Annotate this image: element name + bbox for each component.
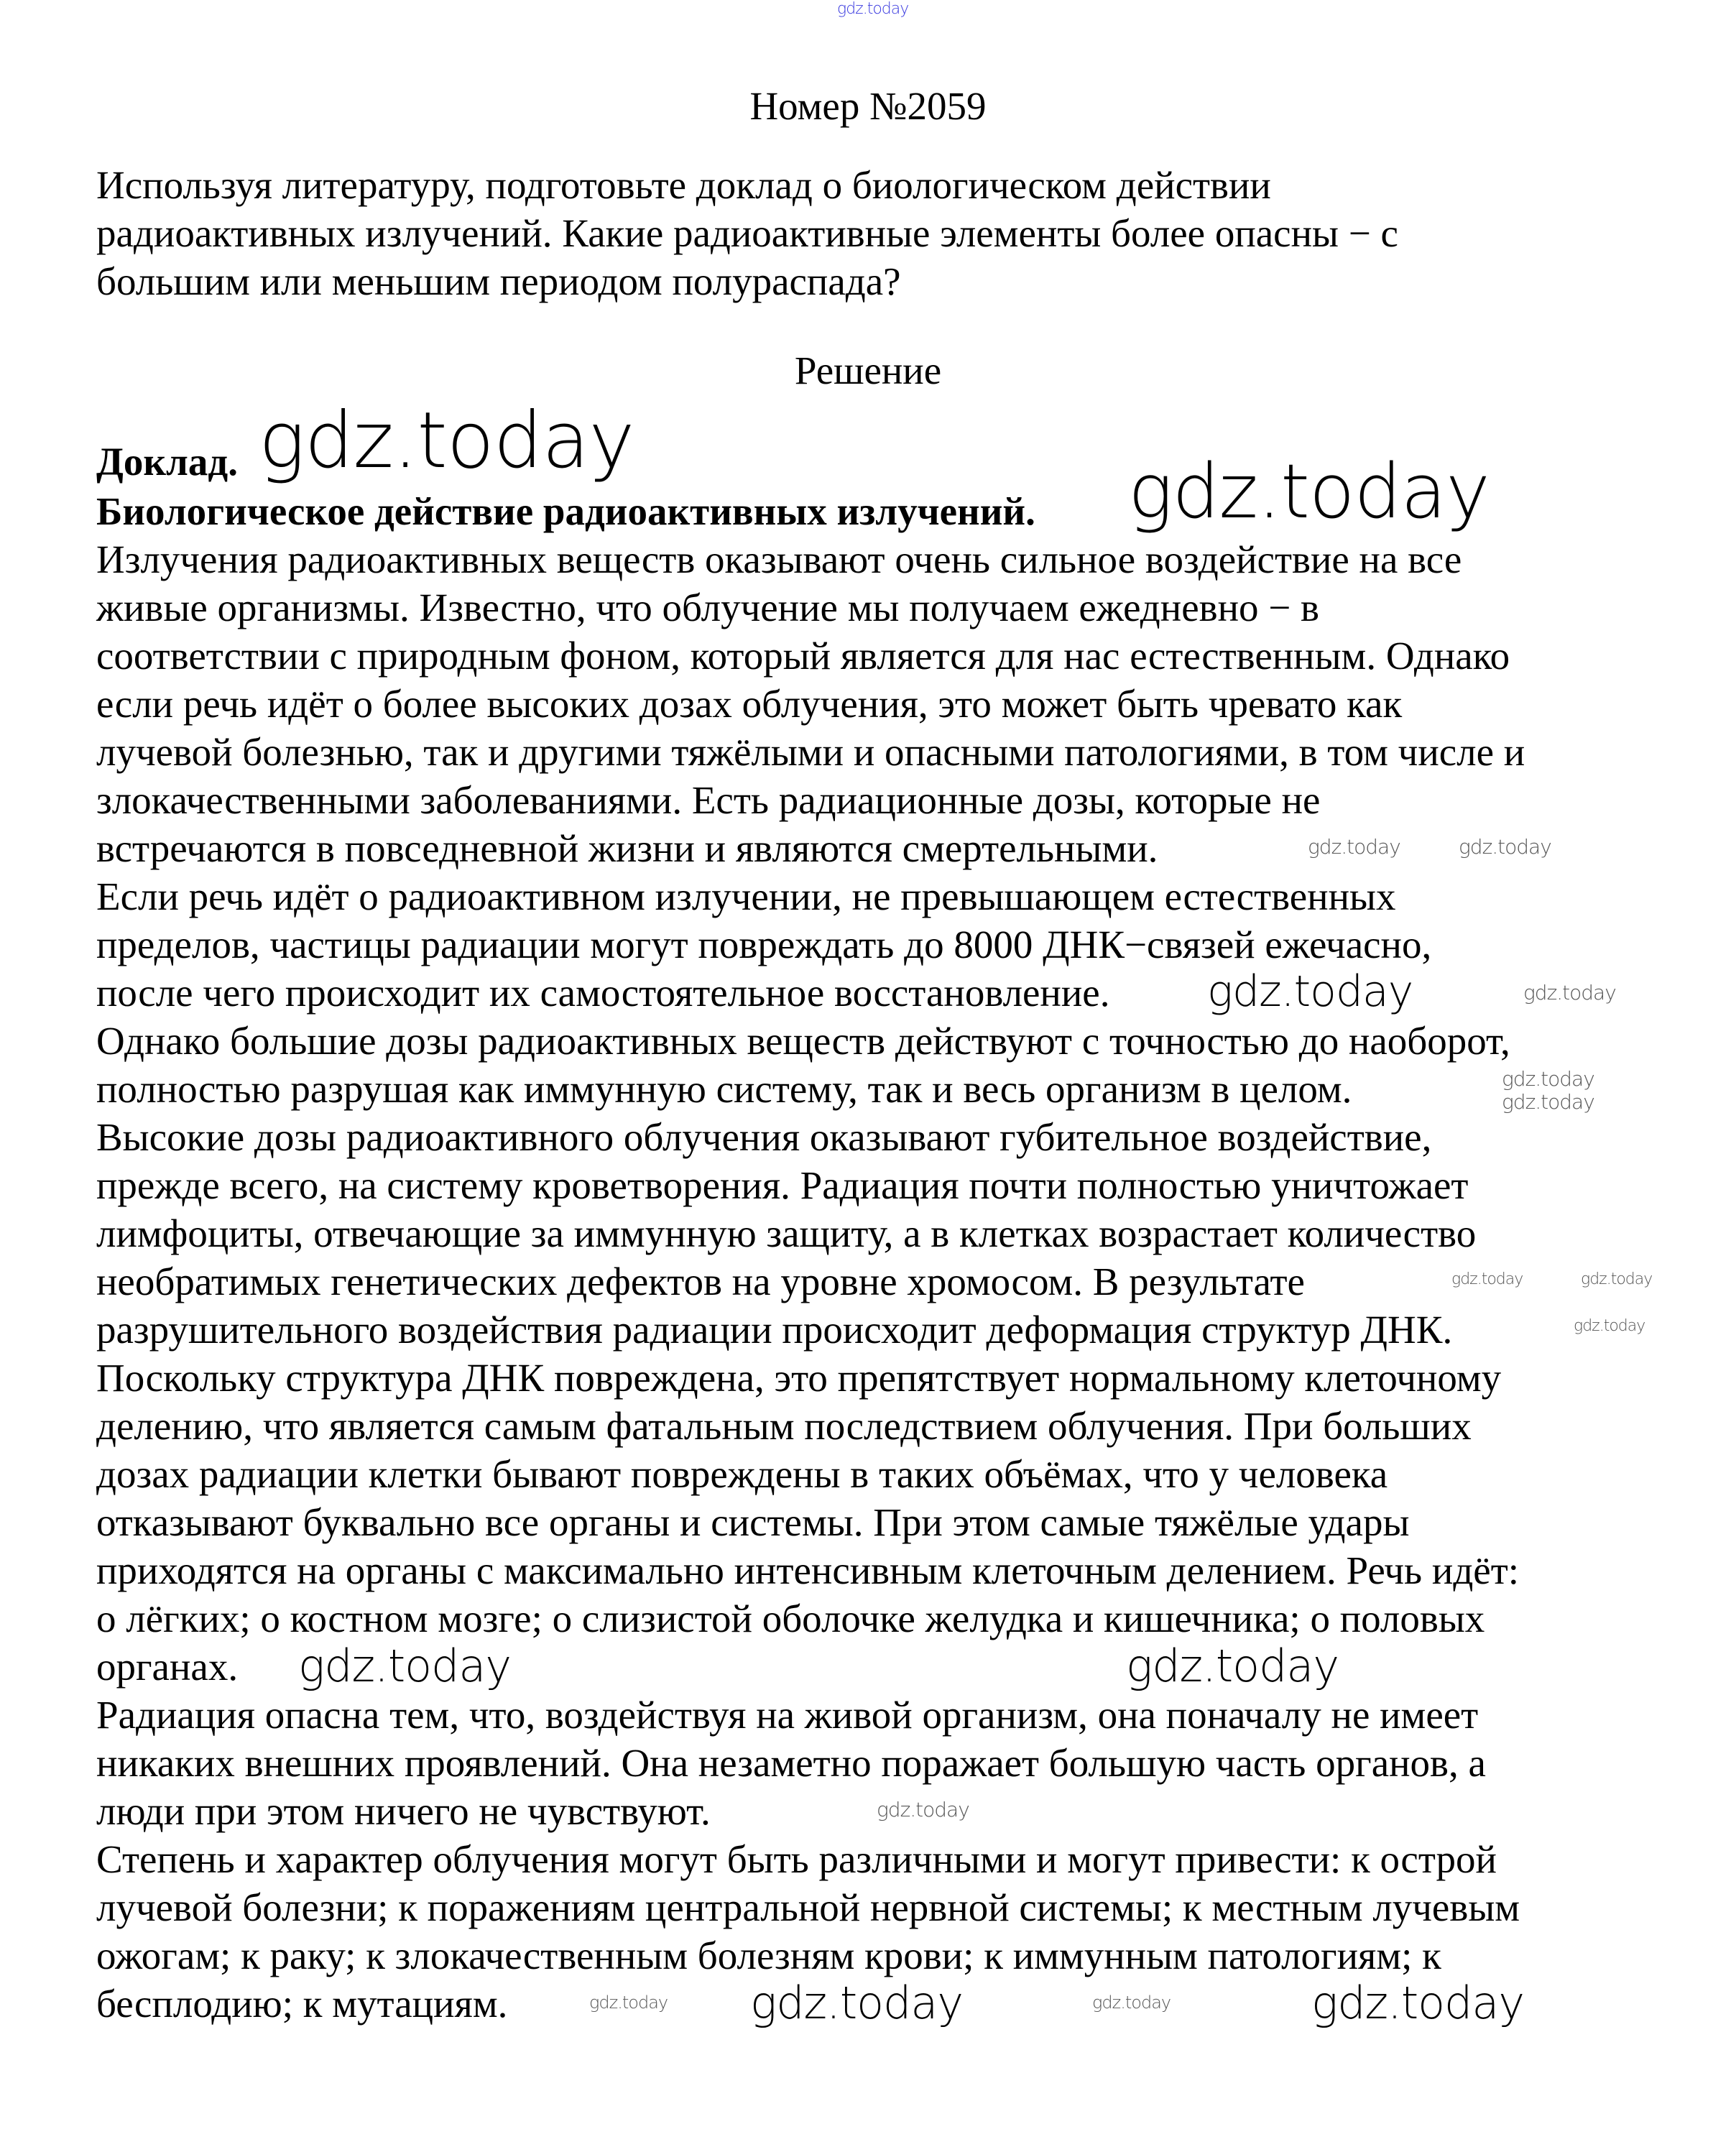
report-label: Доклад. — [96, 440, 238, 484]
question-line: большим или меньшим периодом полураспада? — [96, 259, 901, 303]
report-line: лучевой болезни; к поражениям центральной нервной системы; к местным лучевым — [96, 1885, 1520, 1929]
report-line: злокачественными заболеваниями. Есть радиационные дозы, которые не — [96, 778, 1321, 822]
watermark: gdz.today — [1581, 1270, 1653, 1288]
report-line: бесплодию; к мутациям. — [96, 1982, 508, 2026]
watermark: gdz.today — [1459, 835, 1551, 859]
watermark: gdz.today — [259, 396, 634, 486]
watermark: gdz.today — [589, 1992, 668, 2013]
report-line: лимфоциты, отвечающие за иммунную защиту, а в клетках возрастает количество — [96, 1211, 1477, 1255]
report-line: люди при этом ничего не чувствуют. — [96, 1789, 711, 1833]
report-line: живые организмы. Известно, что облучение мы получаем ежедневно − в — [96, 586, 1319, 629]
report-line: отказывают буквально все органы и системы. При этом самые тяжёлые удары — [96, 1500, 1410, 1544]
watermark: gdz.today — [1092, 1992, 1171, 2013]
report-line: встречаются в повседневной жизни и являются смертельными. — [96, 826, 1158, 870]
report-line: соответствии с природным фоном, который является для нас естественным. Однако — [96, 634, 1510, 678]
watermark: gdz.today — [1311, 1977, 1525, 2029]
page-title: Номер №2059 — [749, 84, 987, 128]
report-line: Излучения радиоактивных веществ оказывают очень сильное воздействие на все — [96, 537, 1462, 581]
watermark: gdz.today — [1451, 1270, 1523, 1288]
watermark: gdz.today — [1308, 835, 1400, 859]
report-line: Однако большие дозы радиоактивных веществ действуют с точностью до наоборот, — [96, 1019, 1510, 1063]
watermark: gdz.today — [298, 1640, 512, 1692]
report-line: Радиация опасна тем, что, воздействуя на живой организм, она поначалу не имеет — [96, 1693, 1479, 1737]
report-line: прежде всего, на систему кроветворения. Радиация почти полностью уничтожает — [96, 1163, 1469, 1207]
report-line: Если речь идёт о радиоактивном излучении, не превышающем естественных — [96, 874, 1396, 918]
top-watermark: gdz.today — [837, 0, 909, 18]
report-line: ожогам; к раку; к злокачественным болезням крови; к иммунным патологиям; к — [96, 1934, 1441, 1977]
watermark: gdz.today — [1502, 1067, 1594, 1091]
report-line: пределов, частицы радиации могут повреждать до 8000 ДНК−связей ежечасно, — [96, 923, 1432, 966]
report-line: дозах радиации клетки бывают повреждены в таких объёмах, что у человека — [96, 1452, 1388, 1496]
watermark: gdz.today — [877, 1798, 969, 1821]
report-line: органах. — [96, 1645, 239, 1689]
report-line: Поскольку структура ДНК повреждена, это препятствует нормальному клеточному — [96, 1356, 1502, 1400]
report-line: необратимых генетических дефектов на уровне хромосом. В результате — [96, 1260, 1305, 1303]
watermark: gdz.today — [1523, 981, 1616, 1005]
report-line: лучевой болезнью, так и другими тяжёлыми и опасными патологиями, в том числе и — [96, 730, 1525, 774]
watermark: gdz.today — [1502, 1090, 1594, 1114]
watermark: gdz.today — [750, 1977, 964, 2029]
solution-label: Решение — [794, 348, 942, 392]
report-line: после чего происходит их самостоятельное восстановление. — [96, 971, 1110, 1015]
watermark: gdz.today — [1207, 966, 1413, 1017]
report-line: полностью разрушая как иммунную систему, так и весь организм в целом. — [96, 1067, 1352, 1111]
question-line: Используя литературу, подготовьте доклад о биологическом действии — [96, 163, 1271, 207]
report-line: о лёгких; о костном мозге; о слизистой оболочке желудка и кишечника; о половых — [96, 1597, 1485, 1640]
report-line: если речь идёт о более высоких дозах облучения, это может быть чревато как — [96, 682, 1403, 726]
report-heading: Биологическое действие радиоактивных излучений. — [96, 489, 1035, 533]
watermark: gdz.today — [1574, 1317, 1645, 1335]
watermark: gdz.today — [1126, 1640, 1339, 1692]
report-line: никаких внешних проявлений. Она незаметно поражает большую часть органов, а — [96, 1741, 1486, 1785]
report-line: Степень и характер облучения могут быть различными и могут привести: к острой — [96, 1837, 1497, 1881]
report-line: делению, что является самым фатальным последствием облучения. При больших — [96, 1404, 1472, 1448]
question-line: радиоактивных излучений. Какие радиоактивные элементы более опасны − с — [96, 211, 1398, 255]
report-line: разрушительного воздействия радиации происходит деформация структур ДНК. — [96, 1308, 1453, 1352]
watermark: gdz.today — [1128, 448, 1490, 535]
report-line: приходятся на органы с максимально интенсивным клеточным делением. Речь идёт: — [96, 1548, 1520, 1592]
report-line: Высокие дозы радиоактивного облучения оказывают губительное воздействие, — [96, 1115, 1432, 1159]
